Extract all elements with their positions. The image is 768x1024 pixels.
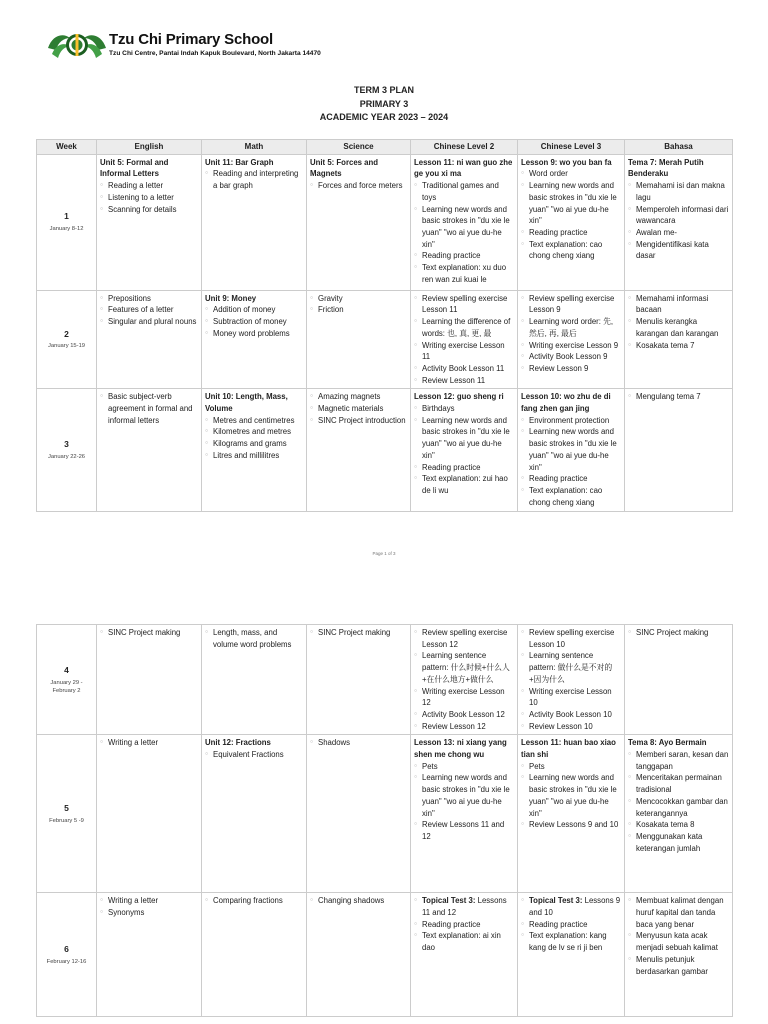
science-cell [307, 389, 411, 512]
topic-item: ○ Awalan me- [628, 227, 729, 239]
table-row [37, 290, 733, 389]
school-name: Tzu Chi Primary School [109, 31, 273, 48]
topic-list [628, 627, 729, 639]
header-week: Week [37, 140, 97, 155]
topic-item: ○ Subtraction of money [205, 316, 303, 328]
document-titles [0, 84, 768, 125]
english-cell [97, 154, 202, 290]
topic-item: ○ Writing a letter [100, 895, 198, 907]
topic-list [521, 895, 621, 954]
topic-list [100, 180, 198, 215]
chinese-level-3-cell [518, 625, 625, 735]
topic-item: ○ Word order [521, 168, 621, 180]
week-dates: January 8-12 [49, 226, 84, 233]
topic-item: ○ Reading a letter [100, 180, 198, 192]
topic-item: ○ Memahami isi dan makna lagu [628, 180, 729, 203]
bahasa-cell [625, 389, 733, 512]
english-cell [97, 625, 202, 735]
topic-list [205, 168, 303, 191]
topic-list [205, 749, 303, 761]
topic-item: ○ Reading practice [414, 919, 514, 931]
topic-list [521, 168, 621, 262]
math-cell [202, 154, 307, 290]
science-cell [307, 290, 411, 389]
chinese-level-2-cell [411, 389, 518, 512]
chinese-level-3-unit-title: Lesson 9: wo you ban fa [521, 157, 612, 167]
topic-item: ○ Review Lesson 11 [414, 375, 514, 387]
topic-item: ○ Money word problems [205, 328, 303, 340]
topic-item: ○ Learning new words and basic strokes in "du xie le yuan" "wo ai yue du-he xin" [521, 426, 621, 473]
topic-item: ○ Reading practice [414, 462, 514, 474]
topic-item: ○ Birthdays [414, 403, 514, 415]
topic-item: ○ Learning sentence pattern: 什么时候+什么人+在什么地方+做什么 [414, 650, 514, 685]
week-dates: February 12-16 [46, 958, 87, 965]
topic-item: ○ Text explanation: cao chong cheng xiang [521, 239, 621, 262]
topic-list [310, 737, 407, 749]
topic-item: ○ Activity Book Lesson 9 [521, 351, 621, 363]
topic-item: ○ Review Lessons 9 and 10 [521, 819, 621, 831]
topic-item: ○ Menceritakan permainan tradisional [628, 772, 729, 795]
table-row [37, 625, 733, 735]
topic-list [521, 627, 621, 732]
bahasa-unit-title: Tema 8: Ayo Bermain [628, 738, 707, 748]
chinese-level-3-cell [518, 154, 625, 290]
topic-list [628, 749, 729, 854]
header-chinese-level-2: Chinese Level 2 [411, 140, 518, 155]
chinese-level-3-unit-title: Lesson 11: huan bao xiao tian shi [521, 738, 616, 760]
topic-list [414, 627, 514, 732]
plan-table-page-1 [36, 139, 733, 512]
topic-item: ○ Learning sentence pattern: 做什么是不对的+因为什么 [521, 650, 621, 685]
topic-list [628, 895, 729, 977]
bahasa-cell [625, 735, 733, 893]
grade-title: PRIMARY 3 [359, 98, 409, 109]
topic-list [521, 761, 621, 831]
topic-item: ○ Membuat kalimat dengan huruf kapital dan tanda baca yang benar [628, 895, 729, 930]
topic-item: ○ Menyusun kata acak menjadi sebuah kalimat [628, 930, 729, 953]
topic-list [414, 895, 514, 954]
topic-item: ○ Memperoleh informasi dari wawancara [628, 204, 729, 227]
topic-item: ○ Scanning for details [100, 204, 198, 216]
chinese-level-3-cell [518, 735, 625, 893]
topic-item: ○ Mencocokkan gambar dan keterangannya [628, 796, 729, 819]
school-logo-icon [46, 28, 108, 62]
table-row [37, 154, 733, 290]
topic-list [414, 403, 514, 497]
year-title: ACADEMIC YEAR 2023 – 2024 [319, 112, 449, 122]
topic-item: ○ Writing exercise Lesson 12 [414, 686, 514, 709]
topic-item: ○ Reading practice [414, 250, 514, 262]
topic-item: ○ Pets [521, 761, 621, 773]
english-unit-title: Unit 5: Formal and Informal Letters [100, 157, 169, 179]
topic-list [205, 304, 303, 339]
topic-list [628, 293, 729, 352]
topic-item: ○ Menggunakan kata keterangan jumlah [628, 831, 729, 854]
topic-item: ○ Reading practice [521, 473, 621, 485]
week-number: 5 [64, 802, 69, 813]
table-header-row [37, 140, 733, 155]
topic-item: ○ Topical Test 3: Lessons 9 and 10 [521, 895, 621, 918]
topic-item: ○ Traditional games and toys [414, 180, 514, 203]
topic-item: ○ Activity Book Lesson 11 [414, 363, 514, 375]
chinese-level-2-cell [411, 735, 518, 893]
english-cell [97, 389, 202, 512]
bahasa-cell [625, 625, 733, 735]
week-cell [37, 389, 97, 512]
topic-list [100, 895, 198, 918]
week-cell [37, 735, 97, 893]
topic-item: ○ Review Lesson 9 [521, 363, 621, 375]
topic-item: ○ Environment protection [521, 415, 621, 427]
topic-item: ○ Review Lesson 12 [414, 721, 514, 733]
science-cell [307, 893, 411, 1017]
topic-list [310, 391, 407, 426]
topic-item: ○ Activity Book Lesson 12 [414, 709, 514, 721]
week-cell [37, 154, 97, 290]
topic-item: ○ Memahami informasi bacaan [628, 293, 729, 316]
topic-item: ○ Basic subject-verb agreement in formal and informal letters [100, 391, 198, 426]
topic-list [100, 737, 198, 749]
week-dates: January 15-19 [47, 343, 86, 350]
topic-item: ○ SINC Project making [100, 627, 198, 639]
topic-item: ○ Learning new words and basic strokes in "du xie le yuan" "wo ai yue du-he xin" [414, 772, 514, 819]
math-cell [202, 389, 307, 512]
topic-list [205, 895, 303, 907]
topic-item: ○ Text explanation: xu duo ren wan zui kuai le [414, 262, 514, 285]
topic-item: ○ Text explanation: cao chong cheng xiang [521, 485, 621, 508]
topic-item: ○ Length, mass, and volume word problems [205, 627, 303, 650]
topic-item: ○ Writing exercise Lesson 10 [521, 686, 621, 709]
week-number: 6 [64, 943, 69, 954]
chinese-level-2-cell [411, 154, 518, 290]
chinese-level-2-unit-title: Lesson 11: ni wan guo zhe ge you xi ma [414, 157, 513, 179]
header-chinese-level-3: Chinese Level 3 [518, 140, 625, 155]
topic-item: ○ Metres and centimetres [205, 415, 303, 427]
topic-item: ○ Menulis petunjuk berdasarkan gambar [628, 954, 729, 977]
topic-item: ○ Review Lessons 11 and 12 [414, 819, 514, 842]
topic-item: ○ Writing exercise Lesson 11 [414, 340, 514, 363]
topic-item: ○ Review Lesson 10 [521, 721, 621, 733]
topic-item: ○ Learning the difference of words: 也, 真, 更, 最 [414, 316, 514, 339]
topic-item: ○ Learning new words and basic strokes in "du xie le yuan" "wo ai yue du-he xin" [521, 772, 621, 819]
topic-item: ○ Learning new words and basic strokes in "du xie le yuan" "wo ai yue du-he xin" [414, 415, 514, 462]
header-bahasa: Bahasa [625, 140, 733, 155]
topic-item: ○ Topical Test 3: Lessons 11 and 12 [414, 895, 514, 918]
science-cell [307, 735, 411, 893]
chinese-level-2-cell [411, 290, 518, 389]
math-unit-title: Unit 9: Money [205, 293, 257, 303]
topic-item: ○ Learning word order: 先, 然后, 再, 最后 [521, 316, 621, 339]
topic-item: ○ Review spelling exercise Lesson 10 [521, 627, 621, 650]
week-dates: January 29 - February 2 [50, 679, 83, 694]
topic-item: ○ Review spelling exercise Lesson 9 [521, 293, 621, 316]
topic-list [310, 293, 407, 316]
week-number: 2 [64, 328, 69, 339]
bahasa-cell [625, 154, 733, 290]
page-footer: Page 1 of 3 [372, 551, 396, 556]
topic-list [628, 180, 729, 262]
topic-item: ○ Kosakata tema 8 [628, 819, 729, 831]
week-dates: January 22-26 [47, 454, 86, 461]
topic-list [628, 391, 729, 403]
math-cell [202, 290, 307, 389]
table-row [37, 893, 733, 1017]
topic-list [414, 761, 514, 843]
topic-item: ○ Listening to a letter [100, 192, 198, 204]
topic-list [205, 627, 303, 650]
topic-list [521, 415, 621, 509]
school-address: Tzu Chi Centre, Pantai Indah Kapuk Boulevard, North Jakarta 14470 [109, 50, 321, 57]
topic-item: ○ Learning new words and basic strokes in "du xie le yuan" "wo ai yue du-he xin" [521, 180, 621, 227]
school-header [46, 28, 466, 64]
bahasa-cell [625, 290, 733, 389]
english-cell [97, 735, 202, 893]
topic-item: ○ Singular and plural nouns [100, 316, 198, 328]
header-english: English [97, 140, 202, 155]
topic-item: ○ Gravity [310, 293, 407, 305]
bahasa-cell [625, 893, 733, 1017]
chinese-level-2-unit-title: Lesson 12: guo sheng ri [414, 392, 504, 402]
topic-item: ○ Reading and interpreting a bar graph [205, 168, 303, 191]
topic-item: ○ Litres and millilitres [205, 450, 303, 462]
week-cell [37, 625, 97, 735]
topic-list [310, 895, 407, 907]
english-cell [97, 893, 202, 1017]
week-cell [37, 893, 97, 1017]
topic-item: ○ Forces and force meters [310, 180, 407, 192]
topic-item: ○ Reading practice [521, 919, 621, 931]
topic-list [521, 293, 621, 375]
topic-item: ○ Mengulang tema 7 [628, 391, 729, 403]
topic-item: ○ Menulis kerangka karangan dan karangan [628, 316, 729, 339]
topic-list [205, 415, 303, 462]
topic-item: ○ Comparing fractions [205, 895, 303, 907]
topic-item: ○ Kilometres and metres [205, 426, 303, 438]
math-unit-title: Unit 10: Length, Mass, Volume [205, 392, 288, 414]
chinese-level-2-unit-title: Lesson 13: ni xiang yang shen me chong wu [414, 738, 507, 760]
topic-list [414, 293, 514, 387]
science-unit-title: Unit 5: Forces and Magnets [310, 157, 379, 179]
table-row [37, 735, 733, 893]
math-cell [202, 893, 307, 1017]
science-cell [307, 625, 411, 735]
week-number: 1 [64, 211, 69, 222]
topic-list [100, 293, 198, 328]
chinese-level-3-unit-title: Lesson 10: wo zhu de di fang zhen gan jing [521, 392, 611, 414]
plan-title: TERM 3 PLAN [353, 85, 414, 95]
topic-list [310, 180, 407, 192]
topic-item: ○ Text explanation: kang kang de lv se ri ji ben [521, 930, 621, 953]
topic-list [414, 180, 514, 285]
topic-item: ○ Kosakata tema 7 [628, 340, 729, 352]
topic-item: ○ Magnetic materials [310, 403, 407, 415]
topic-item: ○ Writing exercise Lesson 9 [521, 340, 621, 352]
topic-list [100, 391, 198, 426]
topic-item: ○ Pets [414, 761, 514, 773]
table-row [37, 389, 733, 512]
math-cell [202, 735, 307, 893]
topic-item: ○ Equivalent Fractions [205, 749, 303, 761]
topic-item: ○ Reading practice [521, 227, 621, 239]
chinese-level-3-cell [518, 290, 625, 389]
topic-item: ○ SINC Project introduction [310, 415, 407, 427]
chinese-level-2-cell [411, 893, 518, 1017]
science-cell [307, 154, 411, 290]
topic-item: ○ Addition of money [205, 304, 303, 316]
week-number: 4 [64, 664, 69, 675]
topic-item: ○ Features of a letter [100, 304, 198, 316]
topic-item: ○ Friction [310, 304, 407, 316]
topic-item: ○ Writing a letter [100, 737, 198, 749]
topic-item: ○ Amazing magnets [310, 391, 407, 403]
bahasa-unit-title: Tema 7: Merah Putih Benderaku [628, 157, 704, 179]
topic-item: ○ Mengidentifikasi kata dasar [628, 239, 729, 262]
topic-list [310, 627, 407, 639]
topic-item: ○ Activity Book Lesson 10 [521, 709, 621, 721]
header-science: Science [307, 140, 411, 155]
chinese-level-2-cell [411, 625, 518, 735]
chinese-level-3-cell [518, 389, 625, 512]
topic-item: ○ Synonyms [100, 907, 198, 919]
week-cell [37, 290, 97, 389]
topic-item: ○ Text explanation: zui hao de li wu [414, 473, 514, 496]
chinese-level-3-cell [518, 893, 625, 1017]
topic-item: ○ Kilograms and grams [205, 438, 303, 450]
topic-item: ○ Prepositions [100, 293, 198, 305]
topic-item: ○ Memberi saran, kesan dan tanggapan [628, 749, 729, 772]
topic-item: ○ Learning new words and basic strokes in "du xie le yuan" "wo ai yue du-he xin" [414, 204, 514, 251]
math-cell [202, 625, 307, 735]
week-number: 3 [64, 439, 69, 450]
math-unit-title: Unit 11: Bar Graph [205, 157, 274, 167]
math-unit-title: Unit 12: Fractions [205, 738, 271, 748]
topic-item: ○ Review spelling exercise Lesson 12 [414, 627, 514, 650]
topic-item: ○ Review spelling exercise Lesson 11 [414, 293, 514, 316]
plan-table-page-2 [36, 624, 733, 1017]
topic-list [100, 627, 198, 639]
topic-item: ○ Changing shadows [310, 895, 407, 907]
topic-item: ○ SINC Project making [310, 627, 407, 639]
topic-item: ○ Text explanation: ai xin dao [414, 930, 514, 953]
topic-item: ○ SINC Project making [628, 627, 729, 639]
english-cell [97, 290, 202, 389]
week-dates: February 5 -9 [49, 817, 84, 824]
topic-item: ○ Shadows [310, 737, 407, 749]
header-math: Math [202, 140, 307, 155]
